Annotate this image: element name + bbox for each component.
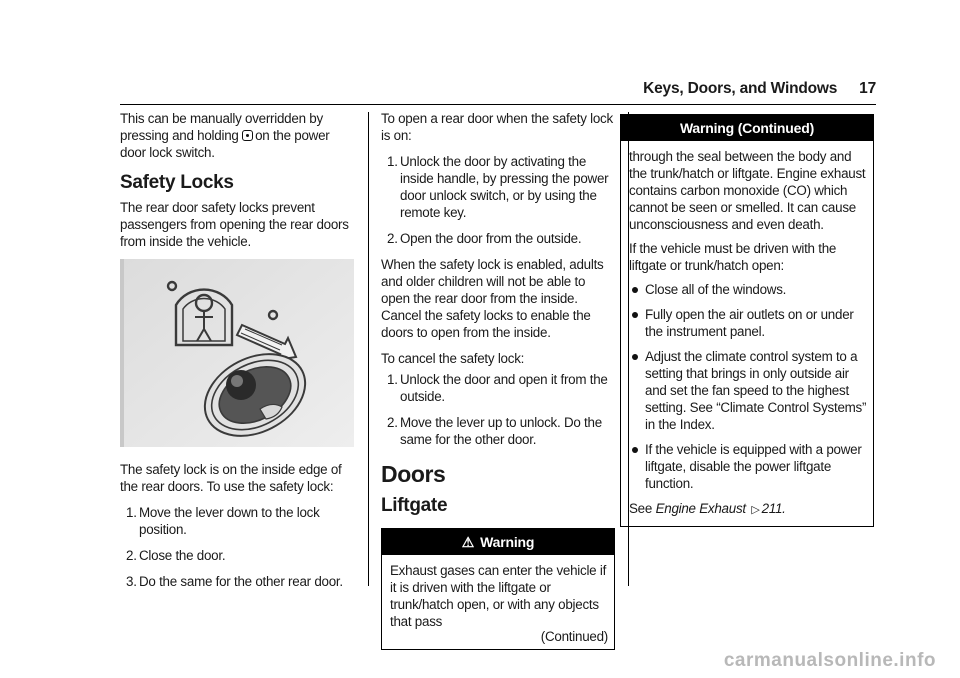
warning-continued-body	[621, 141, 873, 526]
list-item: Close all of the windows.	[629, 281, 867, 298]
reference-page[interactable]: 211.	[761, 501, 786, 516]
list-item	[381, 371, 615, 405]
warning-header	[382, 529, 614, 555]
see-reference	[629, 500, 867, 519]
warning-box	[381, 528, 615, 650]
warning-continued-box	[620, 114, 874, 527]
child-safety-lock-figure	[120, 259, 354, 447]
step-text: Unlock the door and open it from the outside.	[400, 372, 608, 404]
column-2	[381, 110, 615, 650]
override-text-2: on the power door lock switch.	[120, 128, 330, 160]
reference-link[interactable]: Engine Exhaust	[655, 501, 746, 516]
step-text: Close the door.	[139, 548, 226, 563]
precautions-list	[629, 281, 867, 492]
list-item	[120, 573, 354, 590]
location-text: The safety lock is on the inside edge of the rear doors. To use the safety lock:	[120, 462, 342, 494]
list-item	[120, 504, 354, 538]
column-1	[120, 110, 354, 599]
step-text: Open the door from the outside.	[400, 231, 582, 246]
step-text: Move the lever up to unlock. Do the same for the other door.	[400, 415, 602, 447]
step-number: 1.	[387, 154, 398, 169]
step-number: 2.	[387, 415, 398, 430]
warning-paragraph-1: through the seal between the body and the trunk/hatch or liftgate. Engine exhaust contains carbon monoxide (CO) which cannot be seen or smelled. It can cause unconsciousness and even death.	[629, 149, 866, 232]
open-intro: To open a rear door when the safety lock is on:	[381, 111, 613, 143]
list-item	[120, 547, 354, 564]
warning-body	[382, 555, 614, 649]
enabled-text: When the safety lock is enabled, adults and older children will not be able to open the rear door from the inside. Cancel the safety locks to enable the doors to open from the inside.	[381, 257, 604, 340]
override-text-1: This can be manually overridden by pressing and holding	[120, 111, 323, 143]
list-item	[381, 230, 615, 247]
warning-title: Warning	[480, 534, 535, 550]
cancel-intro: To cancel the safety lock:	[381, 351, 525, 366]
section-title: Keys, Doors, and Windows	[643, 80, 838, 97]
safety-locks-heading: Safety Locks	[120, 172, 234, 193]
step-number: 2.	[387, 231, 398, 246]
step-number: 1.	[126, 505, 137, 520]
list-item	[381, 414, 615, 448]
lock-steps-list	[120, 504, 354, 590]
step-number: 3.	[126, 574, 137, 589]
warning-icon: ⚠	[461, 534, 475, 550]
column-3	[620, 112, 874, 527]
continued-label: (Continued)	[540, 629, 608, 644]
page-header	[643, 80, 876, 98]
list-item: If the vehicle is equipped with a power liftgate, disable the power liftgate function.	[629, 441, 867, 492]
safety-intro: The rear door safety locks prevent passengers from opening the rear doors from inside the vehicle.	[120, 200, 349, 249]
list-item: Adjust the climate control system to a setting that brings in only outside air and set the fan speed to the highest setting. See “Climate Control Systems” in the Index.	[629, 348, 867, 433]
cancel-steps-list	[381, 371, 615, 448]
doors-heading: Doors	[381, 461, 446, 487]
watermark: carmanualsonline.info	[723, 650, 936, 671]
column-divider-1	[368, 112, 369, 586]
liftgate-heading: Liftgate	[381, 495, 448, 516]
see-label: See	[629, 501, 653, 516]
warning-continued-header: Warning (Continued)	[621, 115, 873, 141]
step-text: Move the lever down to the lock position.	[139, 505, 320, 537]
list-item: Fully open the air outlets on or under the instrument panel.	[629, 306, 867, 340]
step-number: 1.	[387, 372, 398, 387]
step-text: Unlock the door by activating the inside handle, by pressing the power door unlock switch, or by using the remote key.	[400, 154, 609, 220]
lock-icon	[242, 130, 253, 141]
override-paragraph	[120, 110, 354, 161]
step-text: Do the same for the other rear door.	[139, 574, 343, 589]
step-number: 2.	[126, 548, 137, 563]
header-rule	[120, 104, 876, 105]
list-item	[381, 153, 615, 221]
open-steps-list	[381, 153, 615, 247]
warning-text: Exhaust gases can enter the vehicle if it is driven with the liftgate or trunk/hatch open, or with any objects that pass	[390, 563, 607, 629]
page-number: 17	[859, 80, 876, 97]
warning-paragraph-2: If the vehicle must be driven with the liftgate or trunk/hatch open:	[629, 241, 837, 273]
page-ref-icon: ▷	[751, 504, 760, 516]
child-safety-lock-illustration	[120, 259, 354, 447]
